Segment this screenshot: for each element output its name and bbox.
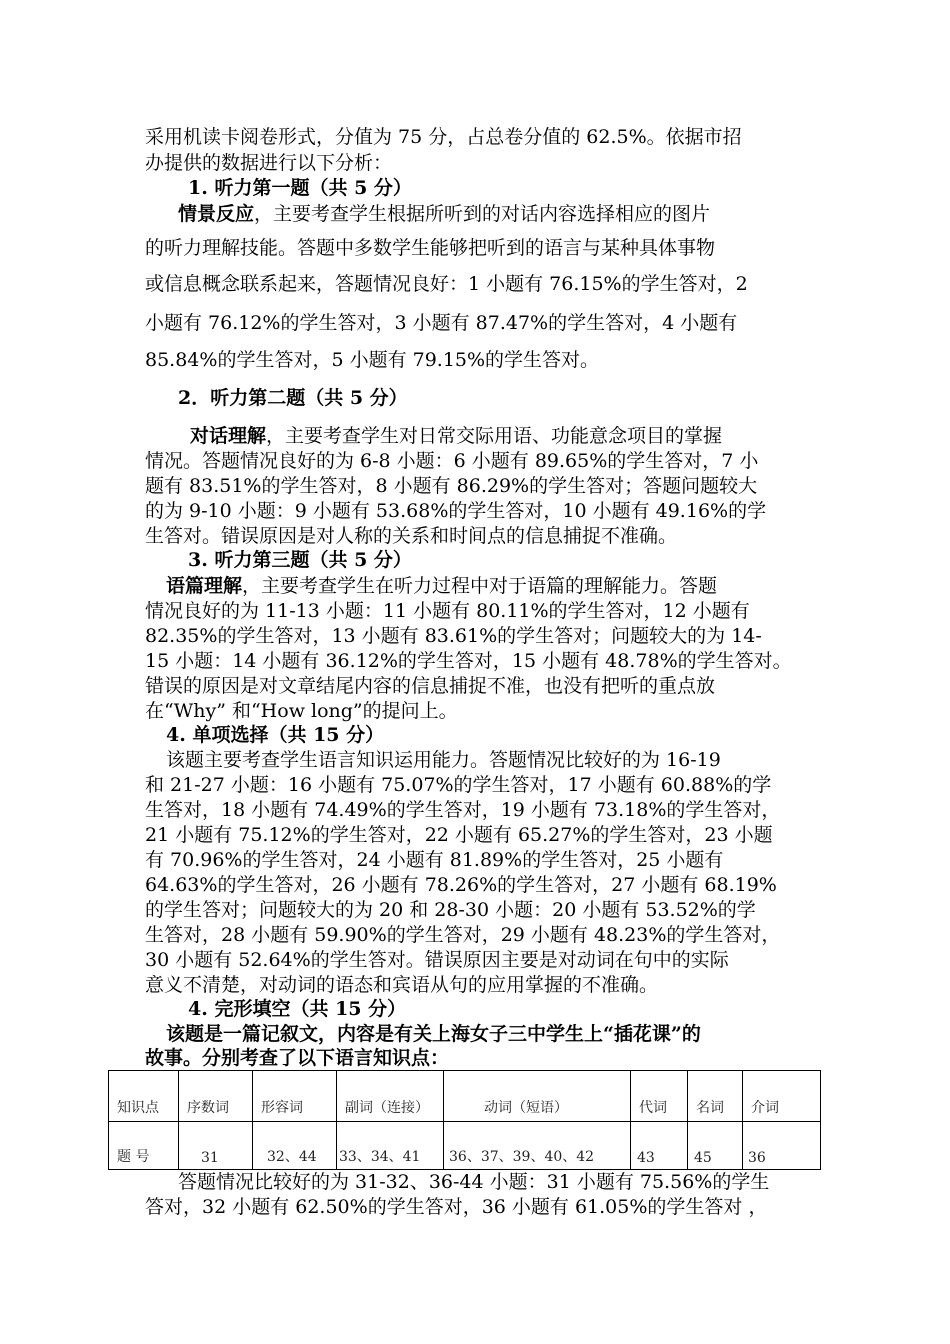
section-4-line-8: 生答对，28 小题有 59.90%的学生答对，29 小题有 48.23%的学生答对， (145, 924, 781, 946)
section-2-line-4: 的为 9-10 小题：9 小题有 53.68%的学生答对，10 小题有 49.16%的学 (145, 500, 767, 522)
table-cell: 题 号 (109, 1122, 179, 1170)
section-5-line-1: 该题是一篇记叙文，内容是有关上海女子三中学生上“插花课”的 (166, 1023, 701, 1045)
section-4-line-1: 该题主要考查学生语言知识运用能力。答题情况比较好的为 16-19 (166, 749, 721, 771)
intro-line-2: 办提供的数据进行以下分析： (145, 152, 393, 174)
section-1-heading: 1. 听力第一题（共 5 分） (188, 177, 412, 199)
table-header-cell: 动词（短语） (444, 1071, 631, 1122)
table-cell: 31 (179, 1122, 253, 1170)
closing-line-1: 答题情况比较好的为 31-32、36-44 小题：31 小题有 75.56%的学生 (178, 1171, 770, 1193)
table-cell: 33、34、41 (337, 1122, 444, 1170)
section-4-line-7: 的学生答对；问题较大的为 20 和 28-30 小题：20 小题有 53.52%的学 (145, 899, 756, 921)
table-header-cell: 介词 (743, 1071, 821, 1122)
section-4-line-10: 意义不清楚，对动词的语态和宾语从句的应用掌握的不准确。 (145, 974, 659, 996)
table-header-cell: 副词（连接） (337, 1071, 444, 1122)
section-2-keyword: 对话理解 (190, 425, 267, 447)
section-3-line-4: 15 小题：14 小题有 36.12%的学生答对，15 小题有 48.78%的学生答对。 (145, 650, 792, 672)
section-1-keyword: 情景反应 (178, 203, 255, 225)
table-row (109, 1122, 821, 1170)
section-1-line-3: 或信息概念联系起来，答题情况良好：1 小题有 76.15%的学生答对，2 (145, 273, 748, 295)
section-1-line-2: 的听力理解技能。答题中多数学生能够把听到的语言与某种具体事物 (145, 237, 716, 259)
section-1-line-1 (178, 202, 710, 226)
section-3-line-1-text: ，主要考查学生在听力过程中对于语篇的理解能力。答题 (242, 575, 718, 597)
section-3-line-3: 82.35%的学生答对，13 小题有 83.61%的学生答对；问题较大的为 14- (145, 625, 762, 647)
table-header-cell: 形容词 (253, 1071, 337, 1122)
table-header-row (109, 1071, 821, 1122)
section-3-heading: 3. 听力第三题（共 5 分） (188, 549, 412, 571)
section-4-line-2: 和 21-27 小题：16 小题有 75.07%的学生答对，17 小题有 60.88%的学 (145, 774, 772, 796)
table-cell: 43 (631, 1122, 688, 1170)
section-2-line-2: 情况。答题情况良好的为 6-8 小题：6 小题有 89.65%的学生答对，7 小 (145, 450, 759, 472)
section-3-line-2: 情况良好的为 11-13 小题：11 小题有 80.11%的学生答对，12 小题有 (145, 600, 750, 622)
table-header-cell: 代词 (631, 1071, 688, 1122)
table-cell: 45 (688, 1122, 743, 1170)
section-5-line-2: 故事。分别考查了以下语言知识点： (145, 1047, 450, 1069)
section-4-line-5: 有 70.96%的学生答对，24 小题有 81.89%的学生答对，25 小题有 (145, 849, 724, 871)
knowledge-point-table (108, 1070, 821, 1170)
table-header-cell: 名词 (688, 1071, 743, 1122)
intro-line-1: 采用机读卡阅卷形式，分值为 75 分，占总卷分值的 62.5%。依据市招 (145, 126, 742, 148)
section-3-keyword: 语篇理解 (166, 575, 243, 597)
section-2-line-5: 生答对。错误原因是对人称的关系和时间点的信息捕捉不准确。 (145, 525, 678, 547)
closing-line-2: 答对，32 小题有 62.50%的学生答对，36 小题有 61.05%的学生答对 ， (145, 1196, 768, 1218)
section-3-line-5: 错误的原因是对文章结尾内容的信息捕捉不准，也没有把听的重点放 (145, 675, 716, 697)
section-2-heading: 2．听力第二题（共 5 分） (178, 387, 408, 409)
table-header-cell: 知识点 (109, 1071, 179, 1122)
section-5-heading: 4. 完形填空（共 15 分） (188, 998, 407, 1020)
section-1-line-5: 85.84%的学生答对，5 小题有 79.15%的学生答对。 (145, 349, 600, 371)
section-3-line-6: 在“Why” 和“How long”的提问上。 (145, 700, 458, 722)
table-cell: 36、37、39、40、42 (444, 1122, 631, 1170)
table-cell: 36 (743, 1122, 821, 1170)
section-1-line-1-text: ，主要考查学生根据所听到的对话内容选择相应的图片 (254, 203, 711, 225)
section-1-line-4: 小题有 76.12%的学生答对，3 小题有 87.47%的学生答对，4 小题有 (145, 312, 738, 334)
table-header-cell: 序数词 (179, 1071, 253, 1122)
section-2-line-1 (190, 424, 722, 448)
section-4-line-6: 64.63%的学生答对，26 小题有 78.26%的学生答对，27 小题有 68.19% (145, 874, 777, 896)
section-4-line-4: 21 小题有 75.12%的学生答对，22 小题有 65.27%的学生答对，23 小题 (145, 824, 773, 846)
section-2-line-3: 题有 83.51%的学生答对，8 小题有 86.29%的学生答对；答题问题较大 (145, 475, 758, 497)
section-4-heading: 4. 单项选择（共 15 分） (166, 724, 385, 746)
section-4-line-3: 生答对，18 小题有 74.49%的学生答对，19 小题有 73.18%的学生答对， (145, 799, 781, 821)
table-cell: 32、44 (253, 1122, 337, 1170)
section-4-line-9: 30 小题有 52.64%的学生答对。错误原因主要是对动词在句中的实际 (145, 949, 729, 971)
section-2-line-1-text: ，主要考查学生对日常交际用语、功能意念项目的掌握 (266, 425, 723, 447)
section-3-line-1 (166, 574, 717, 598)
